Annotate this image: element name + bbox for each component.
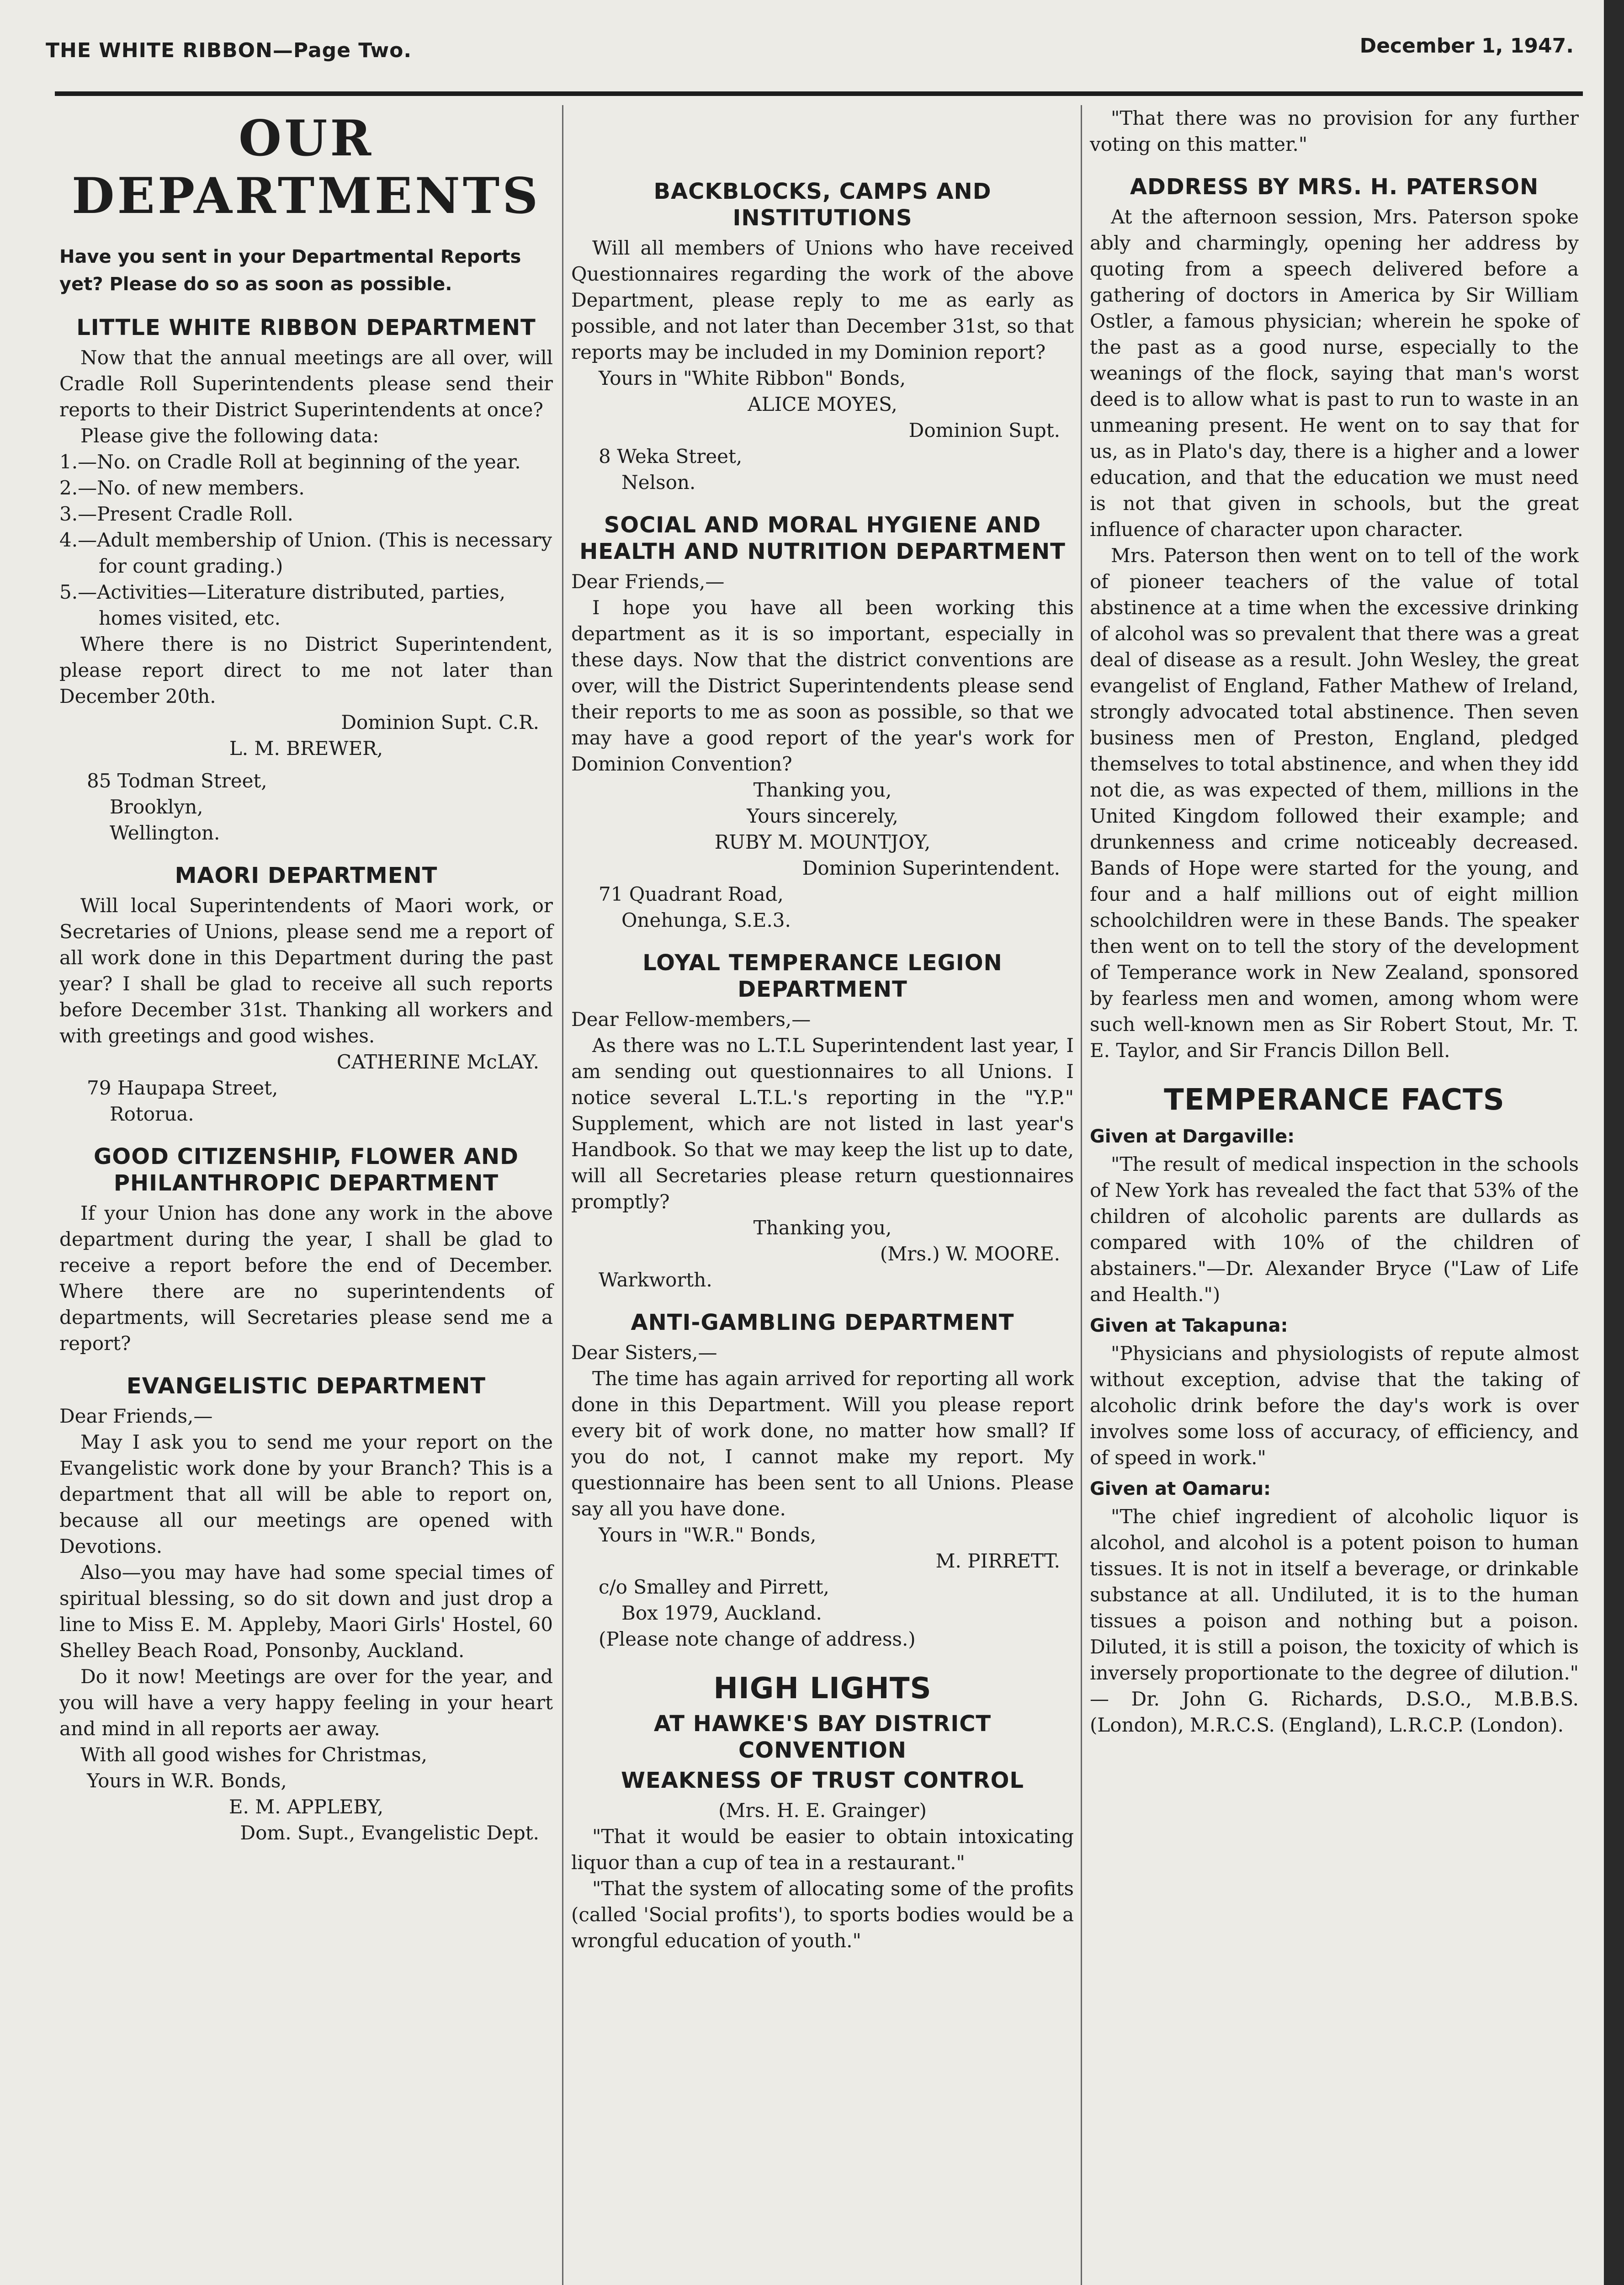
subheading-convention: AT HAWKE'S BAY DISTRICT CONVENTION [653,1711,992,1763]
paragraph: Will local Superintendents of Maori work, or Secretaries of Unions, please send me a report of all work done in this Department during the past year? I shall be glad to receive all such reports before December 31st. Thanking all workers and with greetings and good wishes. [59,894,553,1047]
heading-backblocks: BACKBLOCKS, CAMPS AND INSTITUTIONS [653,179,992,231]
closing: Yours in "W.R." Bonds, [599,1524,817,1546]
signature-title: Dom. Supt., Evangelistic Dept. [240,1822,539,1844]
signature-title: Dominion Superintendent. [802,857,1060,879]
signature-name: RUBY M. MOUNTJOY, [714,831,931,853]
heading-social-hygiene: SOCIAL AND MORAL HYGIENE AND HEALTH AND NUTRITION DEPARTMENT [579,512,1066,564]
paragraph: I hope you have all been working this department as it is so important, especially in these days. Now that the district conventions are over, will the District Superintendents please send their reports to me as soon as possible, so that we may have a good report of the year's work for Dominion Convention? [571,596,1074,775]
address-line: 71 Quadrant Road, [599,883,784,905]
heading-anti-gambling: ANTI-GAMBLING DEPARTMENT [631,1310,1014,1335]
closing: Yours sincerely, [747,805,898,827]
paragraph: With all good wishes for Christmas, [80,1743,427,1766]
running-head: THE WHITE RIBBON—Page Two. [46,39,412,62]
signature-name: L. M. BREWER, [229,737,383,760]
heading-evangelistic: EVANGELISTIC DEPARTMENT [126,1373,486,1399]
address-line: Warkworth. [599,1269,712,1291]
signature-title: Dominion Supt. C.R. [341,711,539,733]
paragraph: "The result of medical inspection in the schools of New York has revealed the fact that 53% of the children of alcoholic parents are dullards as compared with 10% of the children of abstainers."—Dr. Alexander Bryce ("Law of Life and Health.") [1090,1153,1579,1306]
heading-paterson: ADDRESS BY MRS. H. PATERSON [1130,174,1539,200]
paragraph: Do it now! Meetings are over for the year, and you will have a very happy feeling in your heart and mind in all reports aer away. [59,1665,553,1740]
subheading: Given at Takapuna: [1090,1315,1288,1336]
paragraph: "That it would be easier to obtain intoxicating liquor than a cup of tea in a restaurant." [571,1825,1074,1874]
column-2 [571,105,1074,1954]
subheading: Given at Dargaville: [1090,1126,1295,1147]
address-line: Onehunga, S.E.3. [621,909,791,931]
page-title: OUR DEPARTMENTS [71,110,541,225]
list-item: 2.—No. of new members. [59,477,305,499]
signature-name: CATHERINE McLAY. [336,1051,539,1073]
intro-note: Have you sent in your Departmental Reports yet? Please do so as soon as possible. [59,246,521,295]
salutation: Dear Friends,— [59,1405,213,1427]
paragraph: If your Union has done any work in the above department during the year, I shall be glad to receive a report before the end of December. Where there are no superintendents of departments, will Secretaries please send me a report? [59,1202,553,1355]
signature-name: M. PIRRETT. [935,1550,1060,1572]
address-line: Wellington. [110,822,220,844]
heading-little-white-ribbon: LITTLE WHITE RIBBON DEPARTMENT [76,315,536,340]
address-line: c/o Smalley and Pirrett, [599,1576,829,1598]
author: (Mrs. H. E. Grainger) [718,1799,927,1822]
address-line: 8 Weka Street, [599,445,743,468]
paragraph: As there was no L.T.L Superintendent last year, I am sending out questionnaires to all Unions. I notice several L.T.L.'s reporting in the "Y.P." Supplement, which are not listed in last year's Handbook. So that we may keep the list up to date, will all Secretaries please return questionnaires promptly? [571,1034,1074,1213]
paragraph: "The chief ingredient of alcoholic liquor is alcohol, and alcohol is a potent poison to human tissues. It is not in itself a beverage, or drinkable substance at all. Undiluted, it is to the human tissues a poison and nothing but a poison. Diluted, it is still a poison, the toxicity of which is inversely proportionate to the degree of dilution." — Dr. John G. Richards, D.S.O., M.B.B.S. (London), M.R.C.S. (England), L.R.C.P. (London). [1090,1505,1579,1736]
address-line: Nelson. [621,471,696,494]
column-3 [1090,105,1579,1738]
paragraph: Please give the following data: [80,425,379,447]
paragraph: At the afternoon session, Mrs. Paterson spoke ably and charmingly, opening her address by quoting from a speech delivered before a gathering of doctors in America by Sir William Ostler, a famous physician; wherein he spoke of the past as a good nurse, especially to the weanings of the flock, saying that man's worst deed is to allow what is past to run to waste in an unmeaning present. He went on to say that for us, as in Plato's day, there is a higher and a lower education, and that the education we must need is not that given in schools, but the great influence of character upon character. [1090,206,1579,541]
subheading-trust-control: WEAKNESS OF TRUST CONTROL [621,1768,1024,1793]
list-item: 1.—No. on Cradle Roll at beginning of the year. [59,451,521,473]
paragraph: "That the system of allocating some of the profits (called 'Social profits'), to sports bodies would be a wrongful education of youth." [571,1877,1074,1952]
scan-edge [1604,0,1624,2285]
closing: Thanking you, [753,1217,892,1239]
column-1 [59,105,553,1846]
address-line: 85 Todman Street, [87,770,267,792]
note: (Please note change of address.) [599,1628,916,1650]
paragraph: "That there was no provision for any further voting on this matter." [1090,107,1579,155]
closing: Thanking you, [753,779,892,801]
closing: Yours in W.R. Bonds, [87,1770,287,1792]
paragraph: May I ask you to send me your report on the Evangelistic work done by your Branch? This is a department that all will be able to report on, because all our meetings are opened with Devotions. [59,1431,553,1557]
address-line: 79 Haupapa Street, [87,1077,278,1099]
heading-high-lights: HIGH LIGHTS [713,1672,932,1706]
heading-citizenship: GOOD CITIZENSHIP, FLOWER AND PHILANTHROPIC DEPARTMENT [94,1144,519,1196]
paragraph: Mrs. Paterson then went on to tell of the work of pioneer teachers of the value of total abstinence at a time when the excessive drinking of alcohol was so prevalent that there was a great deal of disease as a result. John Wesley, the great evangelist of England, Father Mathew of Ireland, strongly advocated total abstinence. Then seven business men of Preston, England, pledged themselves to total abstinence, and when they idd not die, as was expected of them, millions in the United Kingdom followed their example; and drunkenness and crime noticeably decreased. Bands of Hope were started for the young, and four and a half millions out of eight million schoolchildren were in these Bands. The speaker then went on to tell the story of the development of Temperance work in New Zealand, sponsored by fearless men and women, among whom were such well-known men as Sir Robert Stout, Mr. T. E. Taylor, and Sir Francis Dillon Bell. [1090,544,1579,1062]
heading-ltl: LOYAL TEMPERANCE LEGION DEPARTMENT [642,950,1003,1002]
salutation: Dear Friends,— [571,570,725,593]
paragraph: "Physicians and physiologists of repute almost without exception, advise that the taking of alcoholic drink before the day's work is over involves some loss of accuracy, of efficiency, and of speed in work." [1090,1342,1579,1469]
list-item: 3.—Present Cradle Roll. [59,503,293,525]
list-item: 4.—Adult membership of Union. (This is necessary for count grading.) [59,529,552,577]
heading-temperance-facts: TEMPERANCE FACTS [1164,1083,1505,1117]
paragraph: The time has again arrived for reporting all work done in this Department. Will you please report every bit of work done, no matter how small? If you do not, I cannot make my report. My questionnaire has been sent to all Unions. Please say all you have done. [571,1367,1074,1520]
closing: Yours in "White Ribbon" Bonds, [599,367,906,389]
salutation: Dear Fellow-members,— [571,1008,811,1031]
paragraph: Where there is no District Superintendent, please report direct to me not later than December 20th. [59,633,553,707]
address-line: Rotorua. [110,1103,194,1125]
header-rule [55,91,1583,96]
column-divider [1081,105,1082,2285]
salutation: Dear Sisters,— [571,1341,717,1364]
signature-name: E. M. APPLEBY, [228,1796,384,1818]
heading-maori: MAORI DEPARTMENT [175,863,438,888]
column-divider [562,105,563,2285]
address-line: Brooklyn, [110,796,203,818]
list-item: 5.—Activities—Literature distributed, parties, homes visited, etc. [59,581,506,629]
paragraph: Also—you may have had some special times of spiritual blessing, so do sit down and just drop a line to Miss E. M. Appleby, Maori Girls' Hostel, 60 Shelley Beach Road, Ponsonby, Auckland. [59,1561,553,1662]
signature-name: (Mrs.) W. MOORE. [880,1243,1060,1265]
paragraph: Will all members of Unions who have received Questionnaires regarding the work of the above Department, please reply to me as early as possible, and not later than December 31st, so that reports may be included in my Dominion report? [571,237,1074,363]
issue-date: December 1, 1947. [1359,34,1574,58]
address-line: Box 1979, Auckland. [621,1602,822,1624]
subheading: Given at Oamaru: [1090,1478,1271,1499]
signature-name: ALICE MOYES, [748,393,897,415]
paragraph: Now that the annual meetings are all over, will Cradle Roll Superintendents please send their reports to their District Superintendents at once? [59,346,553,421]
signature-title: Dominion Supt. [908,419,1060,441]
